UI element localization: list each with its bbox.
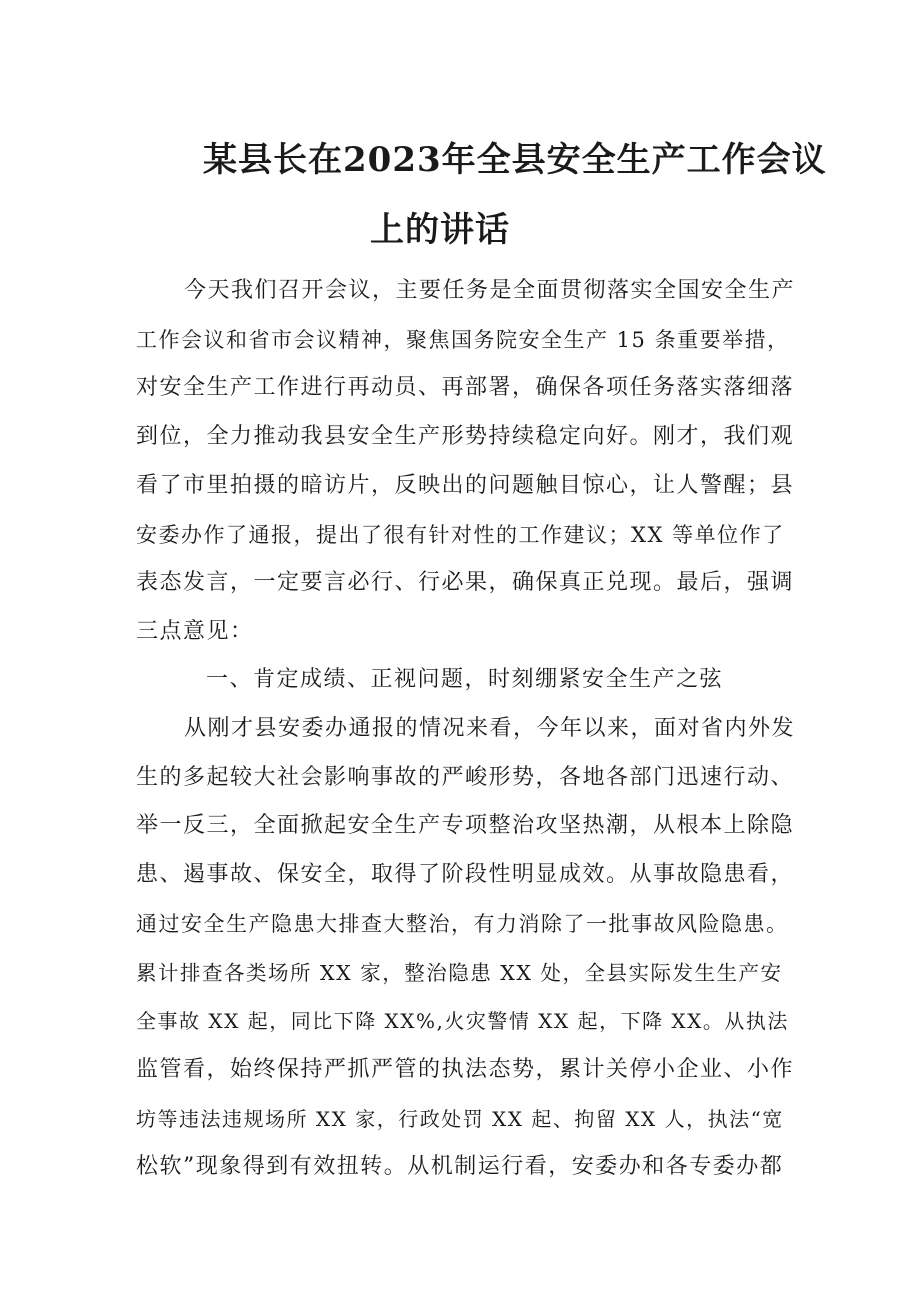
- section-heading-1: 一、肯定成绩、正视问题，时刻绷紧安全生产之弦: [206, 667, 724, 692]
- paragraph-1-line-8: 三点意见：: [136, 619, 254, 644]
- paragraph-1-line-7: 表态发言，一定要言必行、行必果，确保真正兑现。最后，强调: [136, 570, 795, 595]
- paragraph-1-line-2: 工作会议和省市会议精神，聚焦国务院安全生产 15 条重要举措，: [136, 328, 790, 352]
- paragraph-2-line-5: 通过安全生产隐患大排查大整治，有力消除了一批事故风险隐患。: [136, 912, 789, 936]
- paragraph-2-line-2: 生的多起较大社会影响事故的严峻形势，各地各部门迅速行动、: [136, 765, 795, 790]
- paragraph-1-line-3: 对安全生产工作进行再动员、再部署，确保各项任务落实落细落: [136, 375, 795, 400]
- paragraph-2-line-1: 从刚才县安委办通报的情况来看，今年以来，面对省内外发: [184, 716, 796, 741]
- paragraph-1-line-5: 看了市里拍摄的暗访片，反映出的问题触目惊心，让人警醒；县: [136, 473, 795, 498]
- paragraph-2-line-10: 松软”现象得到有效扭转。从机制运行看，安委办和各专委办都: [136, 1154, 784, 1179]
- paragraph-2-line-3: 举一反三，全面掀起安全生产专项整治攻坚热潮，从根本上除隐: [136, 813, 795, 838]
- paragraph-1-line-1: 今天我们召开会议，主要任务是全面贯彻落实全国安全生产: [184, 278, 796, 303]
- paragraph-2-line-7: 全事故 XX 起，同比下降 XX%,火灾警情 XX 起，下降 XX。从执法: [136, 1009, 789, 1033]
- paragraph-2-line-4: 患、遏事故、保安全，取得了阶段性明显成效。从事故隐患看，: [136, 862, 795, 887]
- document-title-line-2: 上的讲话: [370, 210, 510, 250]
- paragraph-2-line-8: 监管看，始终保持严抓严管的执法态势，累计关停小企业、小作: [136, 1057, 795, 1082]
- paragraph-2-line-9: 坊等违法违规场所 XX 家，行政处罚 XX 起、拘留 XX 人，执法“宽: [136, 1107, 784, 1131]
- document-title-line-1: 某县长在2023年全县安全生产工作会议: [203, 140, 827, 180]
- paragraph-2-line-6: 累计排查各类场所 XX 家，整治隐患 XX 处，全县实际发生生产安: [136, 961, 783, 985]
- paragraph-1-line-4: 到位，全力推动我县安全生产形势持续稳定向好。刚才，我们观: [136, 424, 795, 449]
- paragraph-1-line-6: 安委办作了通报，提出了很有针对性的工作建议；XX 等单位作了: [136, 523, 785, 547]
